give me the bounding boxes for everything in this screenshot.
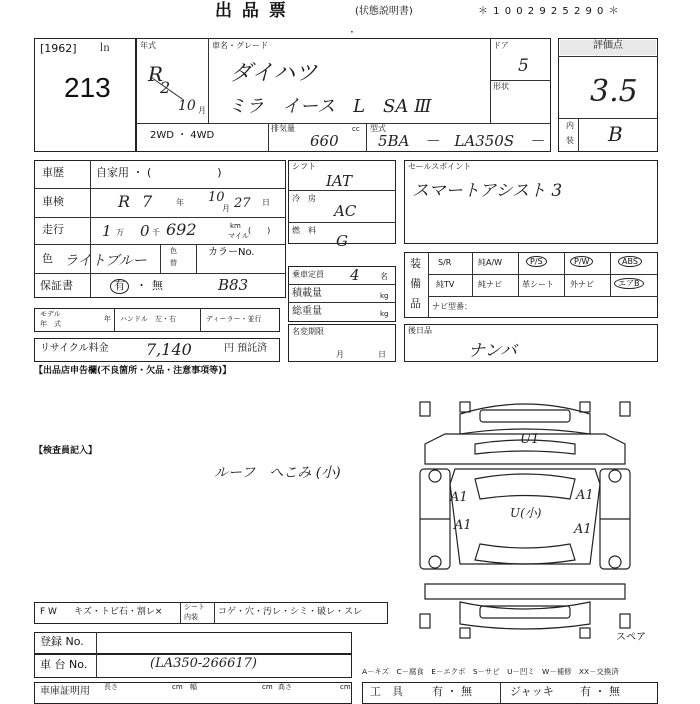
year-month: 10 — [178, 98, 196, 114]
aircon-value: AC — [334, 202, 357, 220]
name-change-month: 月 — [336, 350, 344, 359]
color-change-label-2: 替 — [170, 259, 177, 267]
year-era: R — [148, 62, 164, 86]
sales-label: セールスポイント — [408, 162, 472, 171]
diagram-left-b: A1 — [454, 518, 472, 533]
year-label: 年式 — [140, 41, 156, 50]
lot-session: [1962] — [40, 42, 77, 55]
recycle-unit: 円 預託済 — [224, 343, 268, 354]
dealer-import: ディーラー・並行 — [206, 315, 262, 323]
history-value: 自家用 ・ ( ) — [96, 166, 222, 179]
diagram-right-a: A1 — [576, 488, 594, 503]
inspection-year-label: 年 — [176, 198, 184, 207]
later-label: 後日品 — [408, 326, 432, 335]
recycle-value: 7,140 — [146, 340, 192, 359]
mileage-thousand: 0 — [140, 222, 150, 240]
inspection-day-label: 日 — [262, 198, 270, 207]
equip-abs: ABS — [618, 256, 642, 267]
door-label: ドア — [493, 41, 509, 50]
gross-unit: kg — [380, 310, 389, 318]
lot-unit: ㏑ — [100, 43, 110, 54]
chassis-value: (LA350-266617) — [150, 656, 257, 671]
sales-value: スマートアシスト 3 — [412, 181, 563, 201]
inspector-label: 【検査員記入】 — [34, 446, 98, 456]
mileage-man-label: 万 — [116, 228, 124, 237]
mileage-label: 走行 — [42, 223, 64, 236]
year-month-label: 月 — [198, 106, 206, 115]
equip-ps: P/S — [526, 256, 547, 267]
handle-position: ハンドル 左・右 — [120, 315, 176, 323]
color-change-label-1: 色 — [170, 247, 177, 255]
capacity-label: 乗車定員 — [292, 270, 324, 279]
inspection-month: 10 — [208, 190, 225, 205]
mileage-rest: 692 — [166, 220, 197, 239]
name-change-day: 日 — [378, 350, 386, 359]
capacity-value: 4 — [350, 266, 360, 284]
equipment-label-2: 備 — [410, 277, 421, 290]
chassis-label: 車 台 No. — [40, 658, 88, 671]
interior-label-2: 装 — [566, 136, 574, 145]
warranty-no: 無 — [152, 279, 163, 292]
model-year-label-1: モデル — [40, 310, 61, 318]
displacement-value: 660 — [310, 132, 339, 150]
fw-label: F W — [40, 607, 57, 617]
interior-value: B — [608, 122, 623, 146]
interior-label-1: 内 — [566, 121, 574, 130]
model-year-label-2: 年 式 — [40, 320, 61, 328]
lot-number: 213 — [64, 72, 111, 103]
shift-value: IAT — [326, 172, 352, 190]
inspector-remark: ルーフ へこみ (小) — [214, 465, 341, 481]
cert-width: 幅 — [190, 683, 197, 691]
door-value: 5 — [518, 56, 529, 76]
later-value: ナンバ — [468, 341, 517, 361]
load-unit: kg — [380, 292, 389, 300]
jack-value: 有 ・ 無 — [580, 685, 620, 698]
equipment-label-1: 装 — [410, 257, 421, 270]
type-value: 5BA － LA350S － — [378, 132, 545, 150]
inspection-day: 27 — [234, 196, 251, 211]
fuel-label: 燃 料 — [292, 226, 316, 235]
warranty-yes: 有 — [110, 279, 129, 294]
cert-cm-1: cm — [172, 683, 183, 691]
type-label: 型式 — [370, 124, 386, 133]
navi-model-label: ナビ型番： — [432, 302, 472, 311]
diagram-left-a: A1 — [450, 490, 468, 505]
inspection-label: 車検 — [42, 195, 64, 208]
sales-box — [404, 160, 658, 244]
inspection-year: 7 — [142, 192, 153, 211]
barcode-serial: ＊ 1 0 0 2 9 2 5 2 9 0 ＊ — [478, 6, 620, 17]
equip-pw: P/W — [570, 256, 593, 267]
fuel-value: G — [336, 232, 348, 250]
equip-leather: 革シート — [522, 280, 554, 289]
mileage-paren: ( ) — [248, 226, 271, 235]
gross-label: 総重量 — [292, 306, 322, 317]
model-year-unit: 年 — [104, 315, 111, 323]
damage-legend: A－キズ C－腐食 E－エクボ S－サビ U－凹ミ W－補修 XX－交換済 — [362, 667, 619, 676]
inspection-era: R — [118, 192, 131, 211]
jack-label: ジャッキ — [510, 685, 554, 698]
color-value: ライトブルー — [64, 253, 147, 269]
diagram-center: U(小) — [510, 506, 542, 520]
warranty-label: 保証書 — [40, 279, 73, 292]
cert-cm-2: cm — [262, 683, 273, 691]
equip-navi: 純ナビ — [478, 280, 502, 289]
fw-items: キズ・トビ石・割レ× — [74, 607, 163, 617]
seat-label-2: 内装 — [184, 613, 198, 621]
seat-items: コゲ・穴・汚レ・シミ・破レ・スレ — [218, 607, 363, 617]
equipment-label-3: 品 — [410, 297, 421, 310]
drive-type: 2WD ・ 4WD — [150, 130, 215, 141]
later-box — [404, 324, 658, 362]
color-code: B83 — [218, 276, 249, 294]
capacity-unit: 名 — [380, 272, 388, 281]
model-label: 車名・グレード — [212, 41, 268, 50]
color-label: 色 — [42, 252, 53, 265]
color-code-label: カラーNo. — [208, 247, 255, 258]
load-label: 積載量 — [292, 288, 322, 299]
equip-airbag: エアB — [614, 278, 644, 289]
score-value: 3.5 — [590, 74, 638, 109]
diagram-right-b: A1 — [574, 522, 592, 537]
warranty-sep: ・ — [136, 279, 147, 292]
equip-aw: 純A/W — [478, 258, 503, 267]
form-subtitle: (状態説明書) — [355, 6, 413, 17]
score-label: 評価点 — [560, 40, 656, 55]
shift-label: シフト — [292, 162, 316, 171]
aircon-label: 冷 房 — [292, 194, 316, 203]
mileage-sen-label: 千 — [152, 228, 160, 237]
recycle-label: リサイクル料金 — [40, 343, 109, 354]
seat-label-1: シート — [184, 603, 205, 611]
cert-label: 車庫証明用 — [40, 686, 90, 697]
displacement-unit: cc — [352, 125, 360, 133]
diagram-top: U1 — [520, 432, 540, 447]
registration-label: 登録 No. — [40, 635, 84, 648]
name-change-label: 名変期限 — [292, 327, 324, 336]
shape-label: 形状 — [493, 82, 509, 91]
mileage-km: km — [230, 222, 241, 230]
equip-sr: S/R — [438, 258, 452, 267]
tools-label: 工 具 — [370, 685, 403, 698]
cert-cm-3: cm — [340, 683, 351, 691]
mileage-mile: マイル — [228, 232, 249, 240]
displacement-label: 排気量 — [271, 124, 295, 133]
tools-value: 有 ・ 無 — [432, 685, 472, 698]
mileage-man: 1 — [102, 222, 112, 240]
cert-height: 高さ — [278, 683, 292, 691]
equip-ext-navi: 外ナビ — [570, 280, 594, 289]
notes-label: 【出品店申告欄(不良箇所・欠品・注意事項等)】 — [34, 366, 232, 376]
inspection-month-label: 月 — [222, 204, 230, 213]
equip-tv: 純TV — [436, 280, 455, 289]
form-title: 出 品 票 — [215, 1, 288, 21]
year-value: 2 — [160, 78, 171, 97]
cert-length: 長さ — [104, 683, 118, 691]
spare-label: スペア — [616, 632, 646, 643]
model-grade: ミラ イース L SA Ⅲ — [228, 96, 432, 117]
history-label: 車歴 — [42, 166, 64, 179]
model-make: ダイハツ — [230, 61, 318, 86]
dot-mark: · — [350, 25, 354, 39]
